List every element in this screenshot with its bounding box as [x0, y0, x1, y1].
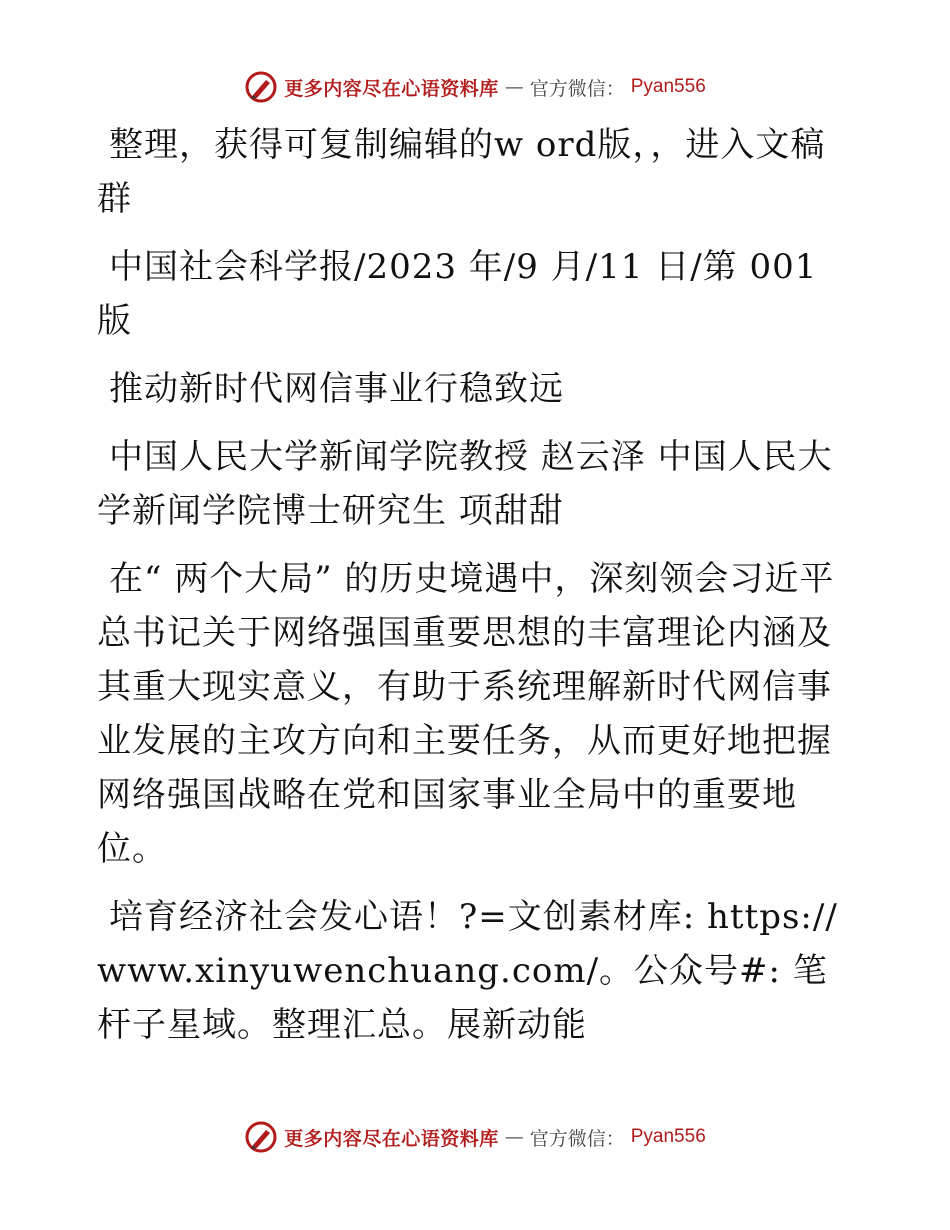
document-body: [97, 118, 857, 1066]
banner-dash: —: [504, 1126, 524, 1148]
banner-site-name: 更多内容尽在心语资料库: [284, 1127, 499, 1150]
paragraph-intro: 整理，获得可复制编辑的w ord版，，进入文稿群: [97, 125, 826, 219]
pen-logo-icon: [244, 1120, 278, 1154]
banner-official-label: 官方微信：: [529, 1127, 625, 1150]
page-header-banner: [0, 70, 950, 104]
paragraph-promo: 培育经济社会发心语！?=文创素材库: https://www.xinyuwenchuang.com/。公众号#: 笔杆子星域。整理汇总。展新动能: [97, 897, 838, 1045]
paragraph-title: 推动新时代网信事业行稳致远: [109, 369, 564, 409]
banner-dash: —: [504, 76, 524, 98]
paragraph-source: 中国社会科学报/2023 年/9 月/11 日/第 001 版: [97, 247, 818, 341]
banner-wechat-id: Pyan556: [630, 1126, 706, 1147]
page-footer-banner: [0, 1120, 950, 1154]
paragraph-authors: 中国人民大学新闻学院教授 赵云泽 中国人民大学新闻学院博士研究生 项甜甜: [97, 437, 833, 531]
banner-site-name: 更多内容尽在心语资料库: [284, 77, 499, 100]
pen-logo-icon: [244, 70, 278, 104]
paragraph-body: 在“ 两个大局” 的历史境遇中，深刻领会习近平总书记关于网络强国重要思想的丰富理论内涵及其重大现实意义，有助于系统理解新时代网信事业发展的主攻方向和主要任务，从而更好地把握网络强国战略在党和国家事业全局中的重要地位。: [97, 559, 835, 869]
banner-official-label: 官方微信：: [529, 77, 625, 100]
banner-wechat-id: Pyan556: [630, 76, 706, 97]
